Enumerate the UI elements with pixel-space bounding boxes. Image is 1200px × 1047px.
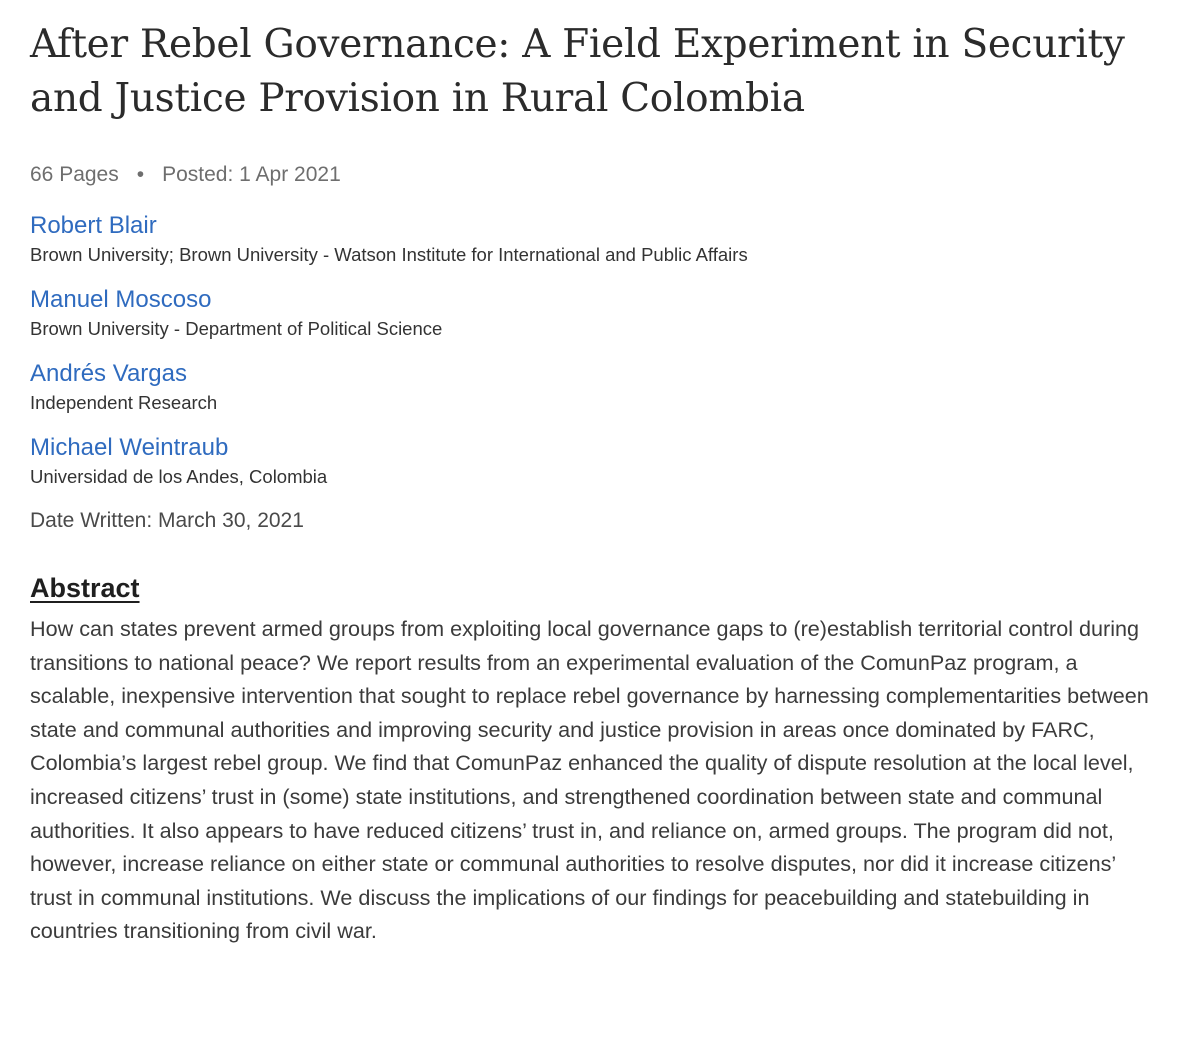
author-entry (30, 284, 1180, 342)
date-written: Date Written: March 30, 2021 (30, 509, 304, 532)
paper-meta (30, 160, 1180, 190)
author-link-robert-blair[interactable]: Robert Blair (30, 212, 157, 239)
abstract-heading: Abstract (30, 573, 140, 603)
author-affiliation: Brown University - Department of Political Science (30, 318, 443, 339)
author-link-michael-weintraub[interactable]: Michael Weintraub (30, 434, 229, 461)
author-list (30, 210, 1180, 490)
posted-date: Posted: 1 Apr 2021 (162, 163, 341, 186)
author-link-manuel-moscoso[interactable]: Manuel Moscoso (30, 286, 212, 313)
page-count: 66 Pages (30, 163, 119, 186)
abstract-text: How can states prevent armed groups from exploiting local governance gaps to (re)establish territorial control during transitions to national peace? We report results from an experimental evaluation of the ComunPaz program, a scalable, inexpensive intervention that sought to replace rebel governance by harnessing complementarities between state and communal authorities and improving security and justice provision in areas once dominated by FARC, Colombia’s largest rebel group. We find that ComunPaz enhanced the quality of dispute resolution at the local level, increased citizens’ trust in (some) state institutions, and strengthened coordination between state and communal authorities. It also appears to have reduced citizens’ trust in, and reliance on, armed groups. The program did not, however, increase reliance on either state or communal authorities to resolve disputes, nor did it increase citizens’ trust in communal institutions. We discuss the implications of our findings for peacebuilding and statebuilding in countries transitioning from civil war. (30, 616, 1149, 944)
author-affiliation: Brown University; Brown University - Watson Institute for International and Public Affairs (30, 244, 748, 265)
author-link-andres-vargas[interactable]: Andrés Vargas (30, 360, 187, 387)
paper-page (30, 18, 1180, 948)
meta-separator: • (136, 163, 145, 186)
author-affiliation: Independent Research (30, 392, 218, 413)
author-entry (30, 358, 1180, 416)
paper-title: After Rebel Governance: A Field Experiment in Security and Justice Provision in Rural Colombia (30, 22, 1125, 121)
author-affiliation: Universidad de los Andes, Colombia (30, 466, 328, 487)
author-entry (30, 210, 1180, 268)
author-entry (30, 432, 1180, 490)
